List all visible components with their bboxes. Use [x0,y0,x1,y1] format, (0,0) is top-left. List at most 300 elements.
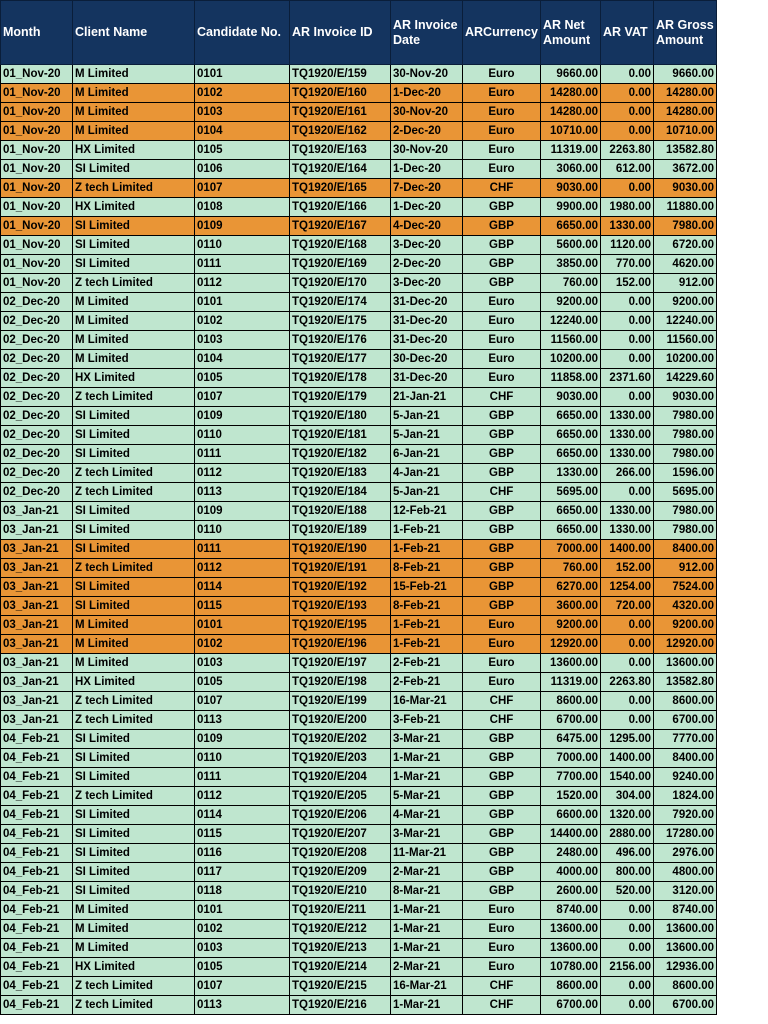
cell-client-name[interactable]: M Limited [73,103,195,122]
cell-gross-amount[interactable]: 8400.00 [654,540,717,559]
cell-currency[interactable]: CHF [463,692,541,711]
cell-invoice-id[interactable]: TQ1920/E/174 [290,293,391,312]
cell-invoice-id[interactable]: TQ1920/E/167 [290,217,391,236]
cell-invoice-date[interactable]: 4-Jan-21 [391,464,463,483]
cell-month[interactable]: 03_Jan-21 [1,616,73,635]
table-row[interactable] [1,350,717,369]
table-row[interactable] [1,274,717,293]
cell-gross-amount[interactable]: 7980.00 [654,502,717,521]
cell-gross-amount[interactable]: 1596.00 [654,464,717,483]
cell-vat[interactable]: 1980.00 [601,198,654,217]
table-row[interactable] [1,540,717,559]
cell-currency[interactable]: GBP [463,521,541,540]
cell-invoice-id[interactable]: TQ1920/E/191 [290,559,391,578]
cell-invoice-id[interactable]: TQ1920/E/209 [290,863,391,882]
cell-month[interactable]: 02_Dec-20 [1,407,73,426]
cell-month[interactable]: 04_Feb-21 [1,730,73,749]
cell-invoice-date[interactable]: 2-Dec-20 [391,122,463,141]
cell-net-amount[interactable]: 7700.00 [541,768,601,787]
cell-net-amount[interactable]: 9900.00 [541,198,601,217]
cell-invoice-date[interactable]: 3-Feb-21 [391,711,463,730]
cell-gross-amount[interactable]: 13582.80 [654,141,717,160]
cell-client-name[interactable]: M Limited [73,122,195,141]
cell-invoice-date[interactable]: 1-Mar-21 [391,901,463,920]
cell-gross-amount[interactable]: 7980.00 [654,426,717,445]
cell-gross-amount[interactable]: 5695.00 [654,483,717,502]
cell-invoice-id[interactable]: TQ1920/E/199 [290,692,391,711]
cell-vat[interactable]: 2156.00 [601,958,654,977]
cell-invoice-date[interactable]: 31-Dec-20 [391,293,463,312]
cell-candidate-no[interactable]: 0110 [195,749,290,768]
cell-net-amount[interactable]: 8600.00 [541,977,601,996]
cell-vat[interactable]: 1320.00 [601,806,654,825]
cell-net-amount[interactable]: 3060.00 [541,160,601,179]
cell-vat[interactable]: 2263.80 [601,673,654,692]
cell-candidate-no[interactable]: 0103 [195,103,290,122]
cell-invoice-id[interactable]: TQ1920/E/170 [290,274,391,293]
cell-currency[interactable]: GBP [463,464,541,483]
cell-currency[interactable]: Euro [463,654,541,673]
cell-vat[interactable]: 0.00 [601,616,654,635]
cell-month[interactable]: 03_Jan-21 [1,597,73,616]
cell-invoice-id[interactable]: TQ1920/E/182 [290,445,391,464]
cell-invoice-id[interactable]: TQ1920/E/211 [290,901,391,920]
cell-invoice-id[interactable]: TQ1920/E/214 [290,958,391,977]
cell-net-amount[interactable]: 760.00 [541,559,601,578]
cell-month[interactable]: 04_Feb-21 [1,939,73,958]
cell-invoice-date[interactable]: 5-Jan-21 [391,426,463,445]
cell-vat[interactable]: 496.00 [601,844,654,863]
cell-client-name[interactable]: M Limited [73,84,195,103]
cell-currency[interactable]: GBP [463,236,541,255]
cell-client-name[interactable]: Z tech Limited [73,787,195,806]
cell-candidate-no[interactable]: 0101 [195,293,290,312]
cell-month[interactable]: 04_Feb-21 [1,920,73,939]
cell-candidate-no[interactable]: 0117 [195,863,290,882]
cell-currency[interactable]: GBP [463,217,541,236]
cell-client-name[interactable]: Z tech Limited [73,483,195,502]
cell-candidate-no[interactable]: 0110 [195,236,290,255]
cell-net-amount[interactable]: 760.00 [541,274,601,293]
table-row[interactable] [1,768,717,787]
cell-vat[interactable]: 0.00 [601,312,654,331]
cell-candidate-no[interactable]: 0111 [195,255,290,274]
cell-gross-amount[interactable]: 12936.00 [654,958,717,977]
cell-currency[interactable]: Euro [463,312,541,331]
cell-invoice-id[interactable]: TQ1920/E/212 [290,920,391,939]
table-row[interactable] [1,217,717,236]
cell-invoice-date[interactable]: 3-Mar-21 [391,825,463,844]
cell-candidate-no[interactable]: 0101 [195,65,290,84]
cell-currency[interactable]: GBP [463,426,541,445]
cell-gross-amount[interactable]: 12240.00 [654,312,717,331]
cell-vat[interactable]: 304.00 [601,787,654,806]
cell-candidate-no[interactable]: 0114 [195,806,290,825]
cell-gross-amount[interactable]: 3120.00 [654,882,717,901]
cell-client-name[interactable]: Z tech Limited [73,179,195,198]
cell-currency[interactable]: Euro [463,939,541,958]
table-row[interactable] [1,559,717,578]
header-invoice-id[interactable]: AR Invoice ID [290,1,391,65]
cell-invoice-id[interactable]: TQ1920/E/208 [290,844,391,863]
cell-net-amount[interactable]: 2600.00 [541,882,601,901]
cell-month[interactable]: 03_Jan-21 [1,578,73,597]
cell-gross-amount[interactable]: 10710.00 [654,122,717,141]
cell-invoice-id[interactable]: TQ1920/E/166 [290,198,391,217]
cell-client-name[interactable]: Z tech Limited [73,388,195,407]
cell-invoice-date[interactable]: 16-Mar-21 [391,977,463,996]
cell-invoice-id[interactable]: TQ1920/E/175 [290,312,391,331]
cell-month[interactable]: 01_Nov-20 [1,198,73,217]
cell-invoice-date[interactable]: 3-Mar-21 [391,730,463,749]
table-row[interactable] [1,863,717,882]
cell-invoice-id[interactable]: TQ1920/E/160 [290,84,391,103]
cell-vat[interactable]: 1330.00 [601,426,654,445]
cell-candidate-no[interactable]: 0111 [195,768,290,787]
cell-candidate-no[interactable]: 0102 [195,635,290,654]
cell-month[interactable]: 04_Feb-21 [1,825,73,844]
cell-candidate-no[interactable]: 0107 [195,179,290,198]
table-row[interactable] [1,901,717,920]
cell-month[interactable]: 03_Jan-21 [1,711,73,730]
cell-client-name[interactable]: SI Limited [73,236,195,255]
table-row[interactable] [1,160,717,179]
cell-invoice-id[interactable]: TQ1920/E/161 [290,103,391,122]
cell-candidate-no[interactable]: 0109 [195,407,290,426]
cell-invoice-id[interactable]: TQ1920/E/210 [290,882,391,901]
cell-client-name[interactable]: M Limited [73,901,195,920]
cell-candidate-no[interactable]: 0112 [195,274,290,293]
cell-net-amount[interactable]: 10200.00 [541,350,601,369]
cell-invoice-date[interactable]: 30-Nov-20 [391,65,463,84]
cell-vat[interactable]: 612.00 [601,160,654,179]
cell-month[interactable]: 01_Nov-20 [1,65,73,84]
table-row[interactable] [1,673,717,692]
cell-vat[interactable]: 1400.00 [601,749,654,768]
cell-invoice-id[interactable]: TQ1920/E/178 [290,369,391,388]
cell-invoice-date[interactable]: 1-Mar-21 [391,920,463,939]
cell-currency[interactable]: Euro [463,293,541,312]
cell-candidate-no[interactable]: 0109 [195,217,290,236]
cell-gross-amount[interactable]: 7770.00 [654,730,717,749]
cell-net-amount[interactable]: 14280.00 [541,103,601,122]
cell-vat[interactable]: 1295.00 [601,730,654,749]
cell-net-amount[interactable]: 1520.00 [541,787,601,806]
cell-net-amount[interactable]: 9200.00 [541,616,601,635]
cell-gross-amount[interactable]: 14280.00 [654,103,717,122]
cell-client-name[interactable]: SI Limited [73,597,195,616]
cell-candidate-no[interactable]: 0106 [195,160,290,179]
cell-gross-amount[interactable]: 7980.00 [654,521,717,540]
cell-net-amount[interactable]: 3850.00 [541,255,601,274]
cell-net-amount[interactable]: 8600.00 [541,692,601,711]
table-row[interactable] [1,407,717,426]
cell-invoice-id[interactable]: TQ1920/E/177 [290,350,391,369]
cell-candidate-no[interactable]: 0114 [195,578,290,597]
cell-month[interactable]: 03_Jan-21 [1,540,73,559]
cell-gross-amount[interactable]: 6700.00 [654,711,717,730]
table-row[interactable] [1,597,717,616]
cell-vat[interactable]: 0.00 [601,179,654,198]
cell-currency[interactable]: CHF [463,483,541,502]
cell-gross-amount[interactable]: 12920.00 [654,635,717,654]
table-row[interactable] [1,331,717,350]
cell-net-amount[interactable]: 7000.00 [541,749,601,768]
cell-vat[interactable]: 0.00 [601,483,654,502]
cell-net-amount[interactable]: 10780.00 [541,958,601,977]
cell-currency[interactable]: Euro [463,958,541,977]
cell-month[interactable]: 04_Feb-21 [1,844,73,863]
cell-invoice-date[interactable]: 11-Mar-21 [391,844,463,863]
table-row[interactable] [1,825,717,844]
cell-candidate-no[interactable]: 0105 [195,958,290,977]
table-row[interactable] [1,692,717,711]
cell-invoice-date[interactable]: 2-Feb-21 [391,654,463,673]
cell-gross-amount[interactable]: 6720.00 [654,236,717,255]
cell-month[interactable]: 02_Dec-20 [1,293,73,312]
cell-month[interactable]: 01_Nov-20 [1,103,73,122]
table-row[interactable] [1,882,717,901]
table-row[interactable] [1,445,717,464]
cell-candidate-no[interactable]: 0102 [195,84,290,103]
cell-client-name[interactable]: SI Limited [73,445,195,464]
cell-month[interactable]: 01_Nov-20 [1,160,73,179]
cell-invoice-date[interactable]: 2-Mar-21 [391,958,463,977]
cell-candidate-no[interactable]: 0104 [195,122,290,141]
cell-invoice-date[interactable]: 8-Feb-21 [391,597,463,616]
cell-vat[interactable]: 2263.80 [601,141,654,160]
cell-currency[interactable]: GBP [463,882,541,901]
cell-net-amount[interactable]: 6700.00 [541,711,601,730]
cell-invoice-date[interactable]: 1-Mar-21 [391,939,463,958]
cell-invoice-date[interactable]: 8-Mar-21 [391,882,463,901]
cell-currency[interactable]: Euro [463,331,541,350]
cell-net-amount[interactable]: 5695.00 [541,483,601,502]
cell-net-amount[interactable]: 11319.00 [541,673,601,692]
cell-client-name[interactable]: M Limited [73,616,195,635]
cell-invoice-date[interactable]: 1-Mar-21 [391,768,463,787]
cell-candidate-no[interactable]: 0109 [195,730,290,749]
cell-net-amount[interactable]: 11858.00 [541,369,601,388]
cell-month[interactable]: 01_Nov-20 [1,122,73,141]
cell-currency[interactable]: GBP [463,730,541,749]
cell-month[interactable]: 02_Dec-20 [1,483,73,502]
cell-currency[interactable]: Euro [463,350,541,369]
cell-currency[interactable]: Euro [463,920,541,939]
table-row[interactable] [1,65,717,84]
cell-candidate-no[interactable]: 0108 [195,198,290,217]
cell-candidate-no[interactable]: 0107 [195,388,290,407]
cell-month[interactable]: 01_Nov-20 [1,141,73,160]
cell-invoice-id[interactable]: TQ1920/E/204 [290,768,391,787]
cell-invoice-date[interactable]: 1-Feb-21 [391,635,463,654]
cell-net-amount[interactable]: 8740.00 [541,901,601,920]
cell-month[interactable]: 01_Nov-20 [1,179,73,198]
cell-month[interactable]: 02_Dec-20 [1,388,73,407]
cell-invoice-id[interactable]: TQ1920/E/189 [290,521,391,540]
cell-client-name[interactable]: SI Limited [73,255,195,274]
cell-vat[interactable]: 1330.00 [601,445,654,464]
cell-currency[interactable]: Euro [463,616,541,635]
cell-gross-amount[interactable]: 7980.00 [654,445,717,464]
cell-gross-amount[interactable]: 7920.00 [654,806,717,825]
cell-gross-amount[interactable]: 14229.60 [654,369,717,388]
cell-currency[interactable]: GBP [463,863,541,882]
table-row[interactable] [1,749,717,768]
cell-month[interactable]: 04_Feb-21 [1,882,73,901]
table-row[interactable] [1,369,717,388]
cell-currency[interactable]: GBP [463,198,541,217]
cell-candidate-no[interactable]: 0101 [195,901,290,920]
cell-candidate-no[interactable]: 0103 [195,939,290,958]
table-row[interactable] [1,426,717,445]
cell-client-name[interactable]: Z tech Limited [73,977,195,996]
cell-invoice-date[interactable]: 1-Dec-20 [391,160,463,179]
cell-gross-amount[interactable]: 4800.00 [654,863,717,882]
cell-net-amount[interactable]: 7000.00 [541,540,601,559]
cell-gross-amount[interactable]: 8600.00 [654,692,717,711]
cell-invoice-date[interactable]: 31-Dec-20 [391,331,463,350]
table-row[interactable] [1,578,717,597]
table-row[interactable] [1,464,717,483]
cell-invoice-id[interactable]: TQ1920/E/195 [290,616,391,635]
cell-invoice-id[interactable]: TQ1920/E/190 [290,540,391,559]
cell-vat[interactable]: 0.00 [601,635,654,654]
cell-invoice-id[interactable]: TQ1920/E/213 [290,939,391,958]
cell-invoice-id[interactable]: TQ1920/E/163 [290,141,391,160]
cell-gross-amount[interactable]: 17280.00 [654,825,717,844]
cell-client-name[interactable]: SI Limited [73,426,195,445]
cell-client-name[interactable]: SI Limited [73,730,195,749]
cell-net-amount[interactable]: 3600.00 [541,597,601,616]
cell-net-amount[interactable]: 1330.00 [541,464,601,483]
cell-candidate-no[interactable]: 0101 [195,616,290,635]
cell-vat[interactable]: 1254.00 [601,578,654,597]
cell-net-amount[interactable]: 9030.00 [541,179,601,198]
cell-currency[interactable]: GBP [463,844,541,863]
cell-candidate-no[interactable]: 0102 [195,920,290,939]
cell-vat[interactable]: 0.00 [601,293,654,312]
cell-net-amount[interactable]: 11560.00 [541,331,601,350]
cell-vat[interactable]: 720.00 [601,597,654,616]
cell-gross-amount[interactable]: 9200.00 [654,293,717,312]
cell-invoice-id[interactable]: TQ1920/E/165 [290,179,391,198]
cell-candidate-no[interactable]: 0111 [195,540,290,559]
cell-vat[interactable]: 0.00 [601,84,654,103]
cell-invoice-date[interactable]: 1-Mar-21 [391,996,463,1015]
header-invoice-date[interactable]: AR Invoice Date [391,1,463,65]
cell-client-name[interactable]: HX Limited [73,673,195,692]
cell-invoice-id[interactable]: TQ1920/E/203 [290,749,391,768]
cell-net-amount[interactable]: 6475.00 [541,730,601,749]
cell-month[interactable]: 03_Jan-21 [1,654,73,673]
cell-gross-amount[interactable]: 1824.00 [654,787,717,806]
cell-vat[interactable]: 266.00 [601,464,654,483]
cell-vat[interactable]: 0.00 [601,996,654,1015]
cell-invoice-date[interactable]: 21-Jan-21 [391,388,463,407]
cell-gross-amount[interactable]: 13600.00 [654,920,717,939]
cell-currency[interactable]: CHF [463,179,541,198]
cell-invoice-date[interactable]: 1-Feb-21 [391,521,463,540]
cell-vat[interactable]: 0.00 [601,711,654,730]
cell-candidate-no[interactable]: 0113 [195,996,290,1015]
cell-invoice-id[interactable]: TQ1920/E/164 [290,160,391,179]
cell-vat[interactable]: 0.00 [601,122,654,141]
cell-month[interactable]: 02_Dec-20 [1,445,73,464]
cell-client-name[interactable]: M Limited [73,312,195,331]
cell-net-amount[interactable]: 6600.00 [541,806,601,825]
cell-net-amount[interactable]: 4000.00 [541,863,601,882]
cell-invoice-date[interactable]: 31-Dec-20 [391,312,463,331]
cell-candidate-no[interactable]: 0103 [195,654,290,673]
cell-candidate-no[interactable]: 0118 [195,882,290,901]
cell-client-name[interactable]: SI Limited [73,863,195,882]
cell-vat[interactable]: 800.00 [601,863,654,882]
cell-month[interactable]: 04_Feb-21 [1,977,73,996]
cell-gross-amount[interactable]: 7524.00 [654,578,717,597]
cell-client-name[interactable]: SI Limited [73,749,195,768]
cell-month[interactable]: 02_Dec-20 [1,464,73,483]
table-row[interactable] [1,388,717,407]
cell-client-name[interactable]: M Limited [73,654,195,673]
cell-vat[interactable]: 1330.00 [601,217,654,236]
cell-candidate-no[interactable]: 0105 [195,673,290,692]
cell-vat[interactable]: 1330.00 [601,521,654,540]
table-row[interactable] [1,179,717,198]
cell-currency[interactable]: Euro [463,160,541,179]
cell-gross-amount[interactable]: 7980.00 [654,217,717,236]
cell-candidate-no[interactable]: 0116 [195,844,290,863]
cell-gross-amount[interactable]: 912.00 [654,274,717,293]
cell-candidate-no[interactable]: 0105 [195,141,290,160]
cell-currency[interactable]: GBP [463,445,541,464]
cell-client-name[interactable]: M Limited [73,331,195,350]
cell-invoice-id[interactable]: TQ1920/E/183 [290,464,391,483]
cell-net-amount[interactable]: 11319.00 [541,141,601,160]
cell-invoice-date[interactable]: 1-Feb-21 [391,616,463,635]
cell-month[interactable]: 01_Nov-20 [1,236,73,255]
cell-month[interactable]: 04_Feb-21 [1,749,73,768]
cell-client-name[interactable]: SI Limited [73,825,195,844]
cell-client-name[interactable]: SI Limited [73,806,195,825]
cell-vat[interactable]: 2880.00 [601,825,654,844]
cell-invoice-date[interactable]: 16-Mar-21 [391,692,463,711]
cell-invoice-date[interactable]: 3-Dec-20 [391,236,463,255]
cell-client-name[interactable]: SI Limited [73,844,195,863]
cell-invoice-date[interactable]: 5-Mar-21 [391,787,463,806]
table-row[interactable] [1,84,717,103]
cell-month[interactable]: 02_Dec-20 [1,369,73,388]
table-row[interactable] [1,787,717,806]
cell-gross-amount[interactable]: 6700.00 [654,996,717,1015]
cell-vat[interactable]: 152.00 [601,559,654,578]
header-currency[interactable]: ARCurrency [463,1,541,65]
cell-currency[interactable]: GBP [463,768,541,787]
cell-invoice-date[interactable]: 5-Jan-21 [391,483,463,502]
header-candidate-no[interactable]: Candidate No. [195,1,290,65]
cell-currency[interactable]: Euro [463,901,541,920]
cell-month[interactable]: 03_Jan-21 [1,673,73,692]
cell-invoice-id[interactable]: TQ1920/E/179 [290,388,391,407]
cell-client-name[interactable]: M Limited [73,939,195,958]
cell-currency[interactable]: Euro [463,103,541,122]
table-row[interactable] [1,616,717,635]
cell-gross-amount[interactable]: 13582.80 [654,673,717,692]
cell-net-amount[interactable]: 13600.00 [541,939,601,958]
cell-client-name[interactable]: M Limited [73,293,195,312]
cell-gross-amount[interactable]: 13600.00 [654,939,717,958]
cell-net-amount[interactable]: 6650.00 [541,502,601,521]
